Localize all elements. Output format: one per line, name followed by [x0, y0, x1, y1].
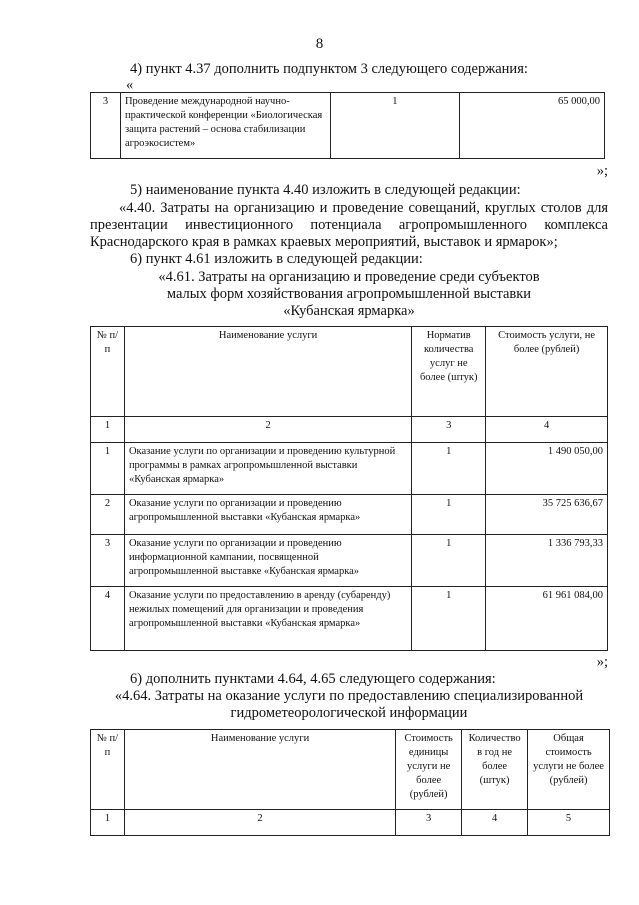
cell-name: Проведение международной научно-практической конференции «Биологическая защита растений – основа стабилизации агроэкосистем» [120, 93, 330, 159]
cell-cost: 65 000,00 [460, 93, 605, 159]
section-4-61-title-line1: «4.61. Затраты на организацию и проведение среди субъектов [158, 269, 540, 285]
table-4-64 [90, 729, 610, 836]
table-row [91, 587, 608, 651]
cell-qty: 1 [330, 93, 460, 159]
cell-cost: 1 336 793,33 [486, 535, 608, 587]
colnum-4: 4 [462, 810, 528, 836]
table-4-37 [90, 92, 605, 159]
header-qty: Норматив количества услуг не более (штук) [412, 327, 486, 417]
table-header-row [91, 730, 610, 810]
cell-cost: 61 961 084,00 [486, 587, 608, 651]
close-quote-2: »; [596, 654, 608, 670]
cell-name: Оказание услуги по организации и проведению информационной кампании, посвященной агропромышленной выставке «Кубанская ярмарка» [124, 535, 411, 587]
table-4-61 [90, 326, 608, 651]
table-header-row [91, 327, 608, 417]
cell-num: 3 [91, 93, 121, 159]
cell-cost: 35 725 636,67 [486, 495, 608, 535]
page-number: 8 [315, 36, 324, 52]
item5-text-line3: Краснодарского края в рамках краевых мероприятий, выставок и ярмарок»; [90, 234, 558, 250]
colnum-1: 1 [91, 417, 125, 443]
colnum-2: 2 [124, 417, 411, 443]
section-4-61-title-line2: малых форм хозяйствования агропромышленной выставки [166, 286, 532, 302]
section-4-64-title-line1: «4.64. Затраты на оказание услуги по предоставлению специализированной [114, 688, 584, 704]
item4-intro: 4) пункт 4.37 дополнить подпунктом 3 следующего содержания: [130, 61, 528, 77]
cell-name: Оказание услуги по организации и проведению агропромышленной выставки «Кубанская ярмарка» [124, 495, 411, 535]
header-total-cost: Общая стоимость услуги не более (рублей) [528, 730, 610, 810]
cell-num: 1 [91, 443, 125, 495]
column-number-row [91, 417, 608, 443]
colnum-3: 3 [412, 417, 486, 443]
section-4-61-title-line3: «Кубанская ярмарка» [283, 303, 415, 319]
section-4-64-title-line2: гидрометеорологической информации [230, 705, 468, 721]
item6b-intro: 6) дополнить пунктами 4.64, 4.65 следующего содержания: [130, 671, 496, 687]
close-quote-1: »; [596, 163, 608, 179]
item5-text-line2: презентации инвестиционного потенциала агропромышленного комплекса [90, 217, 608, 233]
item5-intro: 5) наименование пункта 4.40 изложить в следующей редакции: [130, 182, 521, 198]
header-num: № п/п [91, 327, 125, 417]
cell-name: Оказание услуги по предоставлению в аренду (субаренду) нежилых помещений для организации и проведения агропромышленной выставки «Кубанская ярмарка» [124, 587, 411, 651]
cell-qty: 1 [412, 495, 486, 535]
item5-text-line1: «4.40. Затраты на организацию и проведение совещаний, круглых столов для [119, 200, 608, 216]
header-cost: Стоимость услуги, не более (рублей) [486, 327, 608, 417]
header-num: № п/п [91, 730, 125, 810]
cell-qty: 1 [412, 535, 486, 587]
cell-num: 2 [91, 495, 125, 535]
cell-qty: 1 [412, 587, 486, 651]
colnum-4: 4 [486, 417, 608, 443]
table-row [91, 495, 608, 535]
table-row [91, 535, 608, 587]
cell-cost: 1 490 050,00 [486, 443, 608, 495]
header-name: Наименование услуги [124, 327, 411, 417]
colnum-1: 1 [91, 810, 125, 836]
header-name: Наименование услуги [124, 730, 395, 810]
cell-name: Оказание услуги по организации и проведению культурной программы в рамках агропромышленной выставки «Кубанская ярмарка» [124, 443, 411, 495]
colnum-2: 2 [124, 810, 395, 836]
table-row [91, 443, 608, 495]
colnum-3: 3 [396, 810, 462, 836]
column-number-row [91, 810, 610, 836]
table-row [91, 93, 605, 159]
header-qty: Количество в год не более (штук) [462, 730, 528, 810]
open-quote: « [126, 77, 134, 93]
cell-num: 4 [91, 587, 125, 651]
cell-num: 3 [91, 535, 125, 587]
item6-intro: 6) пункт 4.61 изложить в следующей редакции: [130, 251, 423, 267]
header-unit-cost: Стоимость единицы услуги не более (рублей) [396, 730, 462, 810]
cell-qty: 1 [412, 443, 486, 495]
colnum-5: 5 [528, 810, 610, 836]
